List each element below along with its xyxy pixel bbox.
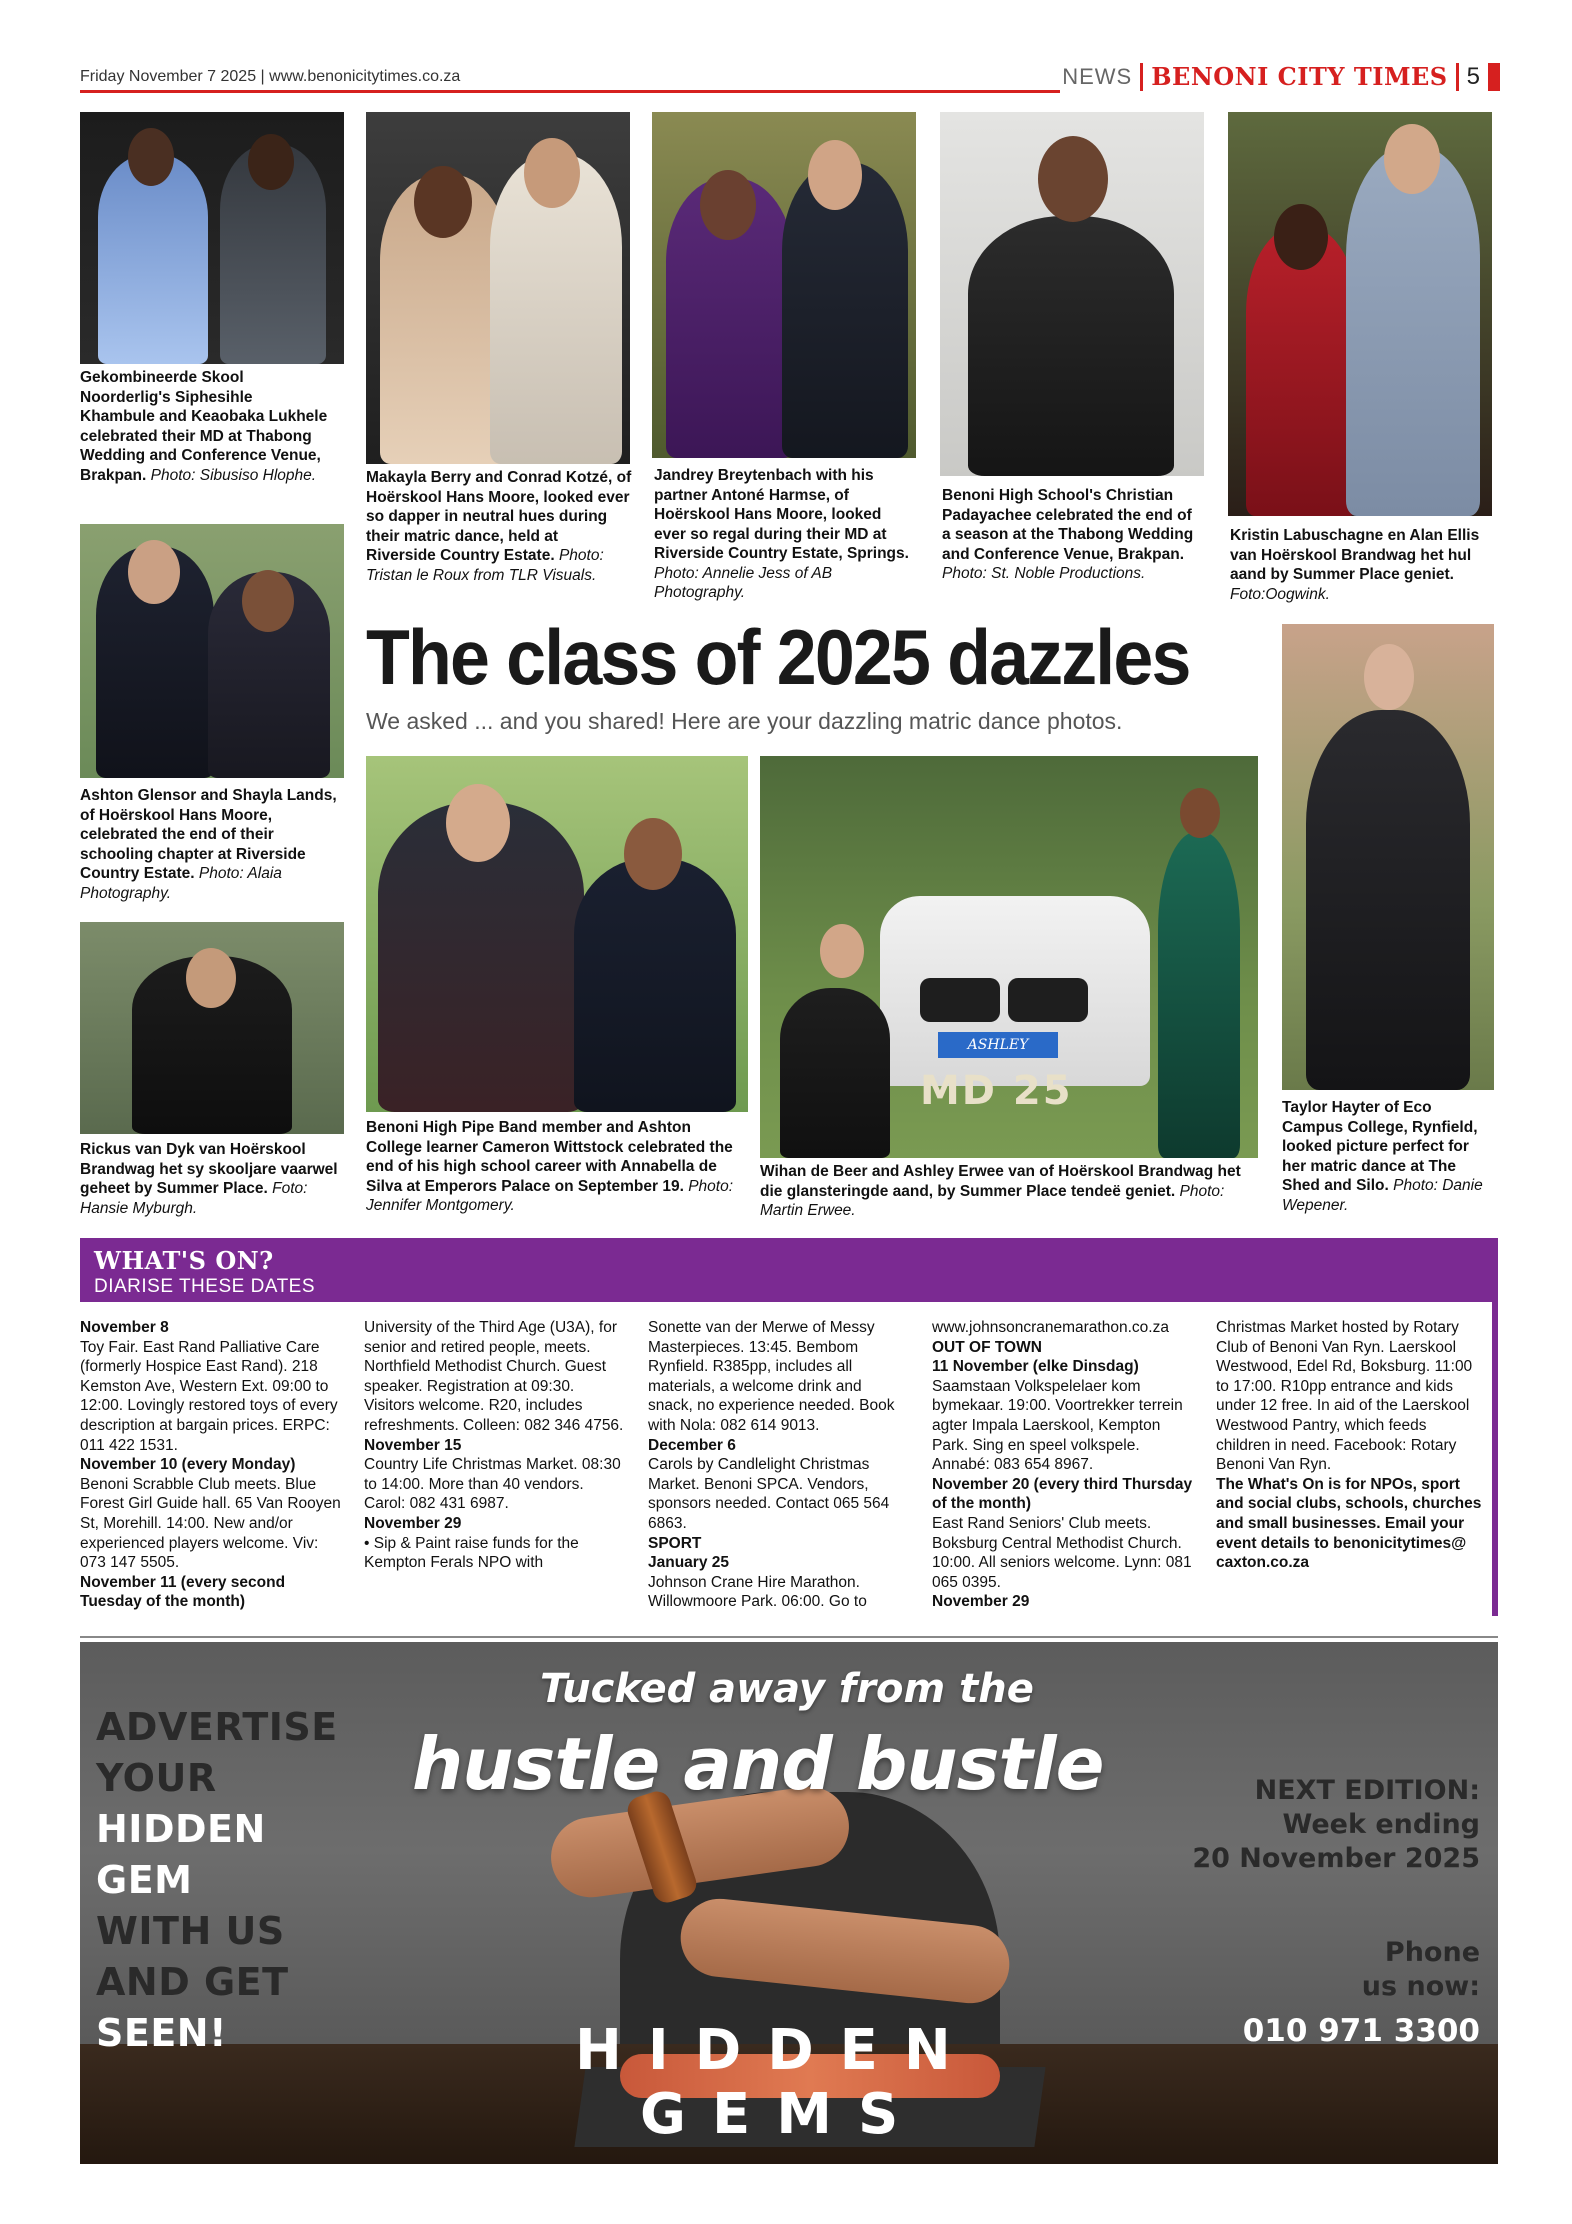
ad-tagline-line2: hustle and bustle xyxy=(412,1722,1104,1806)
ad-tagline-line1: Tucked away from the xyxy=(540,1666,1034,1712)
section-divider xyxy=(80,1636,1498,1638)
phone-label: Phone xyxy=(1384,1937,1480,1968)
event-text: Country Life Christmas Market. 08:30 to 14:00. More than 40 vendors. Carol: 082 431 6987. xyxy=(364,1456,621,1513)
whats-on-column xyxy=(932,1318,1194,1612)
whats-on-subtitle: DIARISE THESE DATES xyxy=(94,1276,316,1297)
event-text: East Rand Seniors' Club meets. Boksburg Central Methodist Church. 10:00. All seniors welcome. Lynn: 081 065 0395. xyxy=(932,1514,1192,1591)
paper-name: BENONI CITY TIMES xyxy=(1151,62,1448,91)
advertise-line: SEEN! xyxy=(96,2011,227,2055)
photo-caption: Taylor Hayter of Eco Campus College, Rynfield, looked picture perfect for her matric dance at The Shed and Silo. Photo: Danie Wepener. xyxy=(1282,1099,1483,1214)
number-plate: ASHLEY xyxy=(938,1032,1058,1058)
md-25-sign: MD 25 xyxy=(920,1068,1073,1114)
photo-caption: Wihan de Beer and Ashley Erwee van of Hoërskool Brandwag het die glansteringde aand, by Summer Place tendeë geniet. Photo: Martin Erwee. xyxy=(760,1163,1241,1219)
photo-cameron-annabella xyxy=(366,756,748,1112)
event-heading: 11 November (elke Dinsdag) xyxy=(932,1358,1139,1376)
event-text: University of the Third Age (U3A), for senior and retired people, meets. Northfield Methodist Church. Guest speaker. Registration at 09:30. Visitors welcome. R20, includes refreshments. Colleen: 082 346 4756. xyxy=(364,1319,624,1434)
page-subheadline: We asked ... and you shared! Here are your dazzling matric dance photos. xyxy=(366,708,1123,734)
next-edition-week: Week ending xyxy=(1282,1809,1480,1840)
photo-caption: Makayla Berry and Conrad Kotzé, of Hoërskool Hans Moore, looked ever so dapper in neutral hues during their matric dance, held at Riverside Country Estate. Photo: Tristan le Roux from TLR Visuals. xyxy=(366,469,632,584)
event-text: • Sip & Paint raise funds for the Kempton Ferals NPO with xyxy=(364,1534,579,1572)
header-rule xyxy=(80,90,1060,93)
masthead-separator xyxy=(1456,63,1459,91)
event-text: Toy Fair. East Rand Palliative Care (formerly Hospice East Rand). 218 Kemston Ave, Western Ext. 09:00 to 12:00. Lovingly restored toys of every description at bargain prices. ERPC: 011 422 1531. xyxy=(80,1338,338,1454)
next-edition-callout xyxy=(1192,1774,1480,2050)
event-text: Benoni Scrabble Club meets. Blue Forest Girl Guide hall. 65 Van Rooyen St, Morehill. 14:00. New and/or experienced players welcome. Viv: 073 147 5505. xyxy=(80,1475,341,1572)
hidden-gems-logo-line1: HIDDEN xyxy=(575,2018,977,2083)
event-heading: November 20 (every third Thursday of the month) xyxy=(932,1475,1193,1513)
advertise-line: YOUR xyxy=(96,1756,217,1800)
photo-kristin-alan xyxy=(1228,112,1492,516)
event-heading: November 10 (every Monday) xyxy=(80,1456,296,1474)
photo-caption: Jandrey Breytenbach with his partner Antoné Harmse, of Hoërskool Hans Moore, looked ever so regal during their MD at Riverside Country Estate, Springs. Photo: Annelie Jess of AB Photography. xyxy=(654,467,909,601)
photo-ashton-shayla xyxy=(80,524,344,778)
photo-caption: Benoni High Pipe Band member and Ashton College learner Cameron Wittstock celebrated the end of his high school career with Annabella de Silva at Emperors Palace on September 19. Photo: Jennifer Montgomery. xyxy=(366,1119,734,1214)
photo-taylor-hayter xyxy=(1282,624,1494,1090)
photo-wihan-ashley xyxy=(760,756,1258,1158)
event-heading: November 15 xyxy=(364,1436,462,1454)
dateline: Friday November 7 2025 | www.benonicitytimes.co.za xyxy=(80,68,461,85)
event-text: www.johnsoncranemarathon.co.za xyxy=(932,1319,1169,1336)
event-heading: November 11 (every second Tuesday of the month) xyxy=(80,1573,286,1611)
event-text: Sonette van der Merwe of Messy Masterpieces. 13:45. Bembom Rynfield. R385pp, includes all materials, a welcome drink and snack, no experience needed. Book with Nola: 082 614 9013. xyxy=(648,1319,895,1434)
event-text: Johnson Crane Hire Marathon. Willowmoore Park. 06:00. Go to xyxy=(648,1573,867,1611)
photo-caption: Benoni High School's Christian Padayachee celebrated the end of a season at the Thabong Wedding and Conference Venue, Brakpan. Photo: St. Noble Productions. xyxy=(942,487,1194,582)
hidden-gems-logo-line2: GEMS xyxy=(640,2082,925,2147)
page-number: 5 xyxy=(1466,62,1480,90)
advertise-line: WITH US xyxy=(96,1909,285,1953)
advertise-line: ADVERTISE xyxy=(96,1705,338,1749)
photo-christian-padayachee xyxy=(940,112,1204,476)
event-heading: November 29 xyxy=(932,1593,1030,1611)
next-edition-date: 20 November 2025 xyxy=(1192,1843,1480,1874)
event-heading: January 25 xyxy=(648,1554,729,1572)
phone-label-2: us now: xyxy=(1361,1971,1480,2002)
event-heading: November 29 xyxy=(364,1514,462,1532)
advertise-callout xyxy=(96,1702,338,2059)
whats-on-column xyxy=(648,1318,910,1612)
whats-on-column xyxy=(1216,1318,1482,1573)
photo-caption: Kristin Labuschagne en Alan Ellis van Hoërskool Brandwag het hul aand by Summer Place geniet. Foto:Oogwink. xyxy=(1230,527,1480,603)
whats-on-title: WHAT'S ON? xyxy=(94,1246,274,1275)
section-label: NEWS xyxy=(1062,63,1133,89)
event-heading: SPORT xyxy=(648,1534,702,1552)
photo-rickus-van-dyk xyxy=(80,922,344,1134)
advertise-line: GEM xyxy=(96,1858,193,1902)
advertise-line: AND GET xyxy=(96,1960,289,2004)
photo-siphesihle-keaobaka xyxy=(80,112,344,364)
photo-jandrey-antone xyxy=(652,112,916,458)
event-text: Saamstaan Volkspelelaer kom bymekaar. 19:00. Voortrekker terrein agter Impala Laerskool, Kempton Park. Sing en speel volkspele. Annabé: 083 654 8967. xyxy=(932,1377,1183,1474)
page-headline: The class of 2025 dazzles xyxy=(366,613,1190,701)
event-heading: The What's On is for NPOs, sport and social clubs, schools, churches and small businesses. Email your event details to benonicitytimes@ caxton.co.za xyxy=(1216,1475,1482,1572)
event-heading: December 6 xyxy=(648,1436,736,1454)
whats-on-column xyxy=(80,1318,342,1612)
event-heading: OUT OF TOWN xyxy=(932,1338,1042,1356)
whats-on-column xyxy=(364,1318,626,1573)
photo-caption: Gekombineerde Skool Noorderlig's Siphesihle Khambule and Keaobaka Lukhele celebrated their MD at Thabong Wedding and Conference Venue, Brakpan. Photo: Sibusiso Hlophe. xyxy=(80,369,328,484)
event-heading: November 8 xyxy=(80,1319,169,1336)
masthead xyxy=(1062,62,1500,91)
event-text: Christmas Market hosted by Rotary Club of Benoni Van Ryn. Laerskool Westwood, Edel Rd, Boksburg. 11:00 to 17:00. R10pp entrance and kids under 12 free. In aid of the Laerskool Westwood Pantry, which feeds children in need. Facebook: Rotary Benoni Van Ryn. xyxy=(1216,1319,1473,1474)
advertise-line: HIDDEN xyxy=(96,1807,266,1851)
photo-makayla-conrad xyxy=(366,112,630,464)
masthead-separator xyxy=(1140,63,1143,91)
photo-caption: Ashton Glensor and Shayla Lands, of Hoërskool Hans Moore, celebrated the end of their schooling chapter at Riverside Country Estate. Photo: Alaia Photography. xyxy=(80,787,337,902)
whats-on-vertical-rule xyxy=(1492,1238,1498,1616)
car-grille xyxy=(1008,978,1088,1022)
photo-caption: Rickus van Dyk van Hoërskool Brandwag het sy skooljare vaarwel geheet by Summer Place. Foto: Hansie Myburgh. xyxy=(80,1141,338,1217)
next-edition-label: NEXT EDITION: xyxy=(1254,1775,1480,1806)
event-text: Carols by Candlelight Christmas Market. Benoni SPCA. Vendors, sponsors needed. Contact 065 564 6863. xyxy=(648,1456,890,1532)
red-block-marker xyxy=(1488,63,1500,91)
car-grille xyxy=(920,978,1000,1022)
phone-number: 010 971 3300 xyxy=(1242,2013,1480,2049)
